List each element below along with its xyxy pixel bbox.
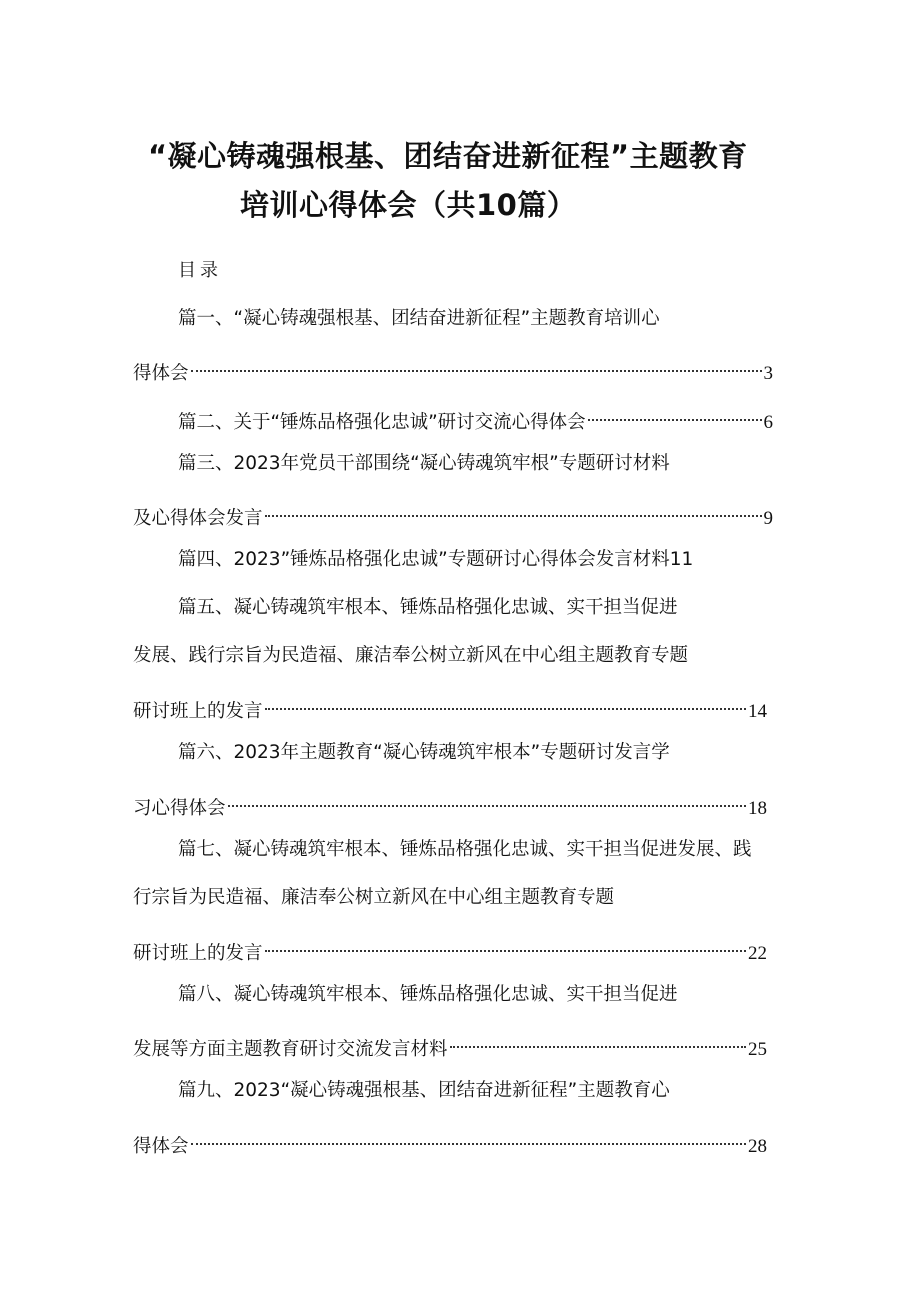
leader-dots — [265, 498, 762, 524]
toc-entry-7-line-2[interactable]: 行宗旨为民造福、廉洁奉公树立新风在中心组主题教育专题 — [133, 887, 615, 908]
page-number: 3 — [763, 363, 773, 384]
toc-entry-7-line-1[interactable]: 篇七、凝心铸魂筑牢根本、锤炼品格强化忠诚、实干担当促进发展、践 — [178, 839, 752, 860]
leader-dots — [191, 1126, 746, 1152]
toc-entry-5-last-line[interactable] — [133, 691, 767, 722]
toc-entry-9-last-line[interactable] — [133, 1126, 767, 1157]
toc-entry-text: 发展等方面主题教育研讨交流发言材料 — [133, 1039, 448, 1060]
toc-entry-6-line-1[interactable]: 篇六、2023年主题教育“凝心铸魂筑牢根本”专题研讨发言学 — [178, 742, 670, 763]
toc-entry-8-line-1[interactable]: 篇八、凝心铸魂筑牢根本、锤炼品格强化忠诚、实干担当促进 — [178, 984, 678, 1005]
toc-entry-2[interactable] — [178, 402, 773, 433]
toc-entry-text: 习心得体会 — [133, 798, 226, 819]
toc-entry-text: 及心得体会发言 — [133, 508, 263, 529]
page-number: 14 — [748, 701, 767, 722]
toc-entry-text: 篇二、关于“锤炼品格强化忠诚”研讨交流心得体会 — [178, 412, 586, 433]
toc-entry-5-line-1[interactable]: 篇五、凝心铸魂筑牢根本、锤炼品格强化忠诚、实干担当促进 — [178, 597, 678, 618]
toc-entry-text: 得体会 — [133, 1136, 189, 1157]
page-number: 9 — [763, 508, 773, 529]
toc-entry-4[interactable]: 篇四、2023”锤炼品格强化忠诚”专题研讨心得体会发言材料11 — [178, 549, 694, 570]
page-number: 25 — [748, 1039, 767, 1060]
toc-entry-text: 研讨班上的发言 — [133, 701, 263, 722]
toc-heading: 目录 — [178, 260, 222, 281]
document-title-line-1: “凝心铸魂强根基、团结奋进新征程”主题教育 — [148, 139, 748, 173]
leader-dots — [265, 933, 746, 959]
toc-entry-5-line-2[interactable]: 发展、践行宗旨为民造福、廉洁奉公树立新风在中心组主题教育专题 — [133, 645, 689, 666]
leader-dots — [265, 691, 746, 717]
toc-entry-3-line-1[interactable]: 篇三、2023年党员干部围绕“凝心铸魂筑牢根”专题研讨材料 — [178, 453, 670, 474]
leader-dots — [450, 1029, 746, 1055]
leader-dots — [228, 788, 746, 814]
toc-entry-text: 研讨班上的发言 — [133, 943, 263, 964]
page-number: 28 — [748, 1136, 767, 1157]
toc-entry-9-line-1[interactable]: 篇九、2023“凝心铸魂强根基、团结奋进新征程”主题教育心 — [178, 1080, 670, 1101]
toc-entry-text: 得体会 — [133, 363, 189, 384]
toc-entry-3-last-line[interactable] — [133, 498, 773, 529]
leader-dots — [191, 353, 762, 379]
toc-entry-1-last-line[interactable] — [133, 353, 773, 384]
toc-entry-7-last-line[interactable] — [133, 933, 767, 964]
toc-entry-8-last-line[interactable] — [133, 1029, 767, 1060]
document-title-line-2: 培训心得体会（共10篇） — [240, 188, 577, 222]
page-number: 6 — [763, 412, 773, 433]
page-number: 22 — [748, 943, 767, 964]
toc-entry-1-line-1[interactable]: 篇一、“凝心铸魂强根基、团结奋进新征程”主题教育培训心 — [178, 308, 660, 329]
page-number: 18 — [748, 798, 767, 819]
toc-entry-6-last-line[interactable] — [133, 788, 767, 819]
leader-dots — [588, 402, 762, 428]
